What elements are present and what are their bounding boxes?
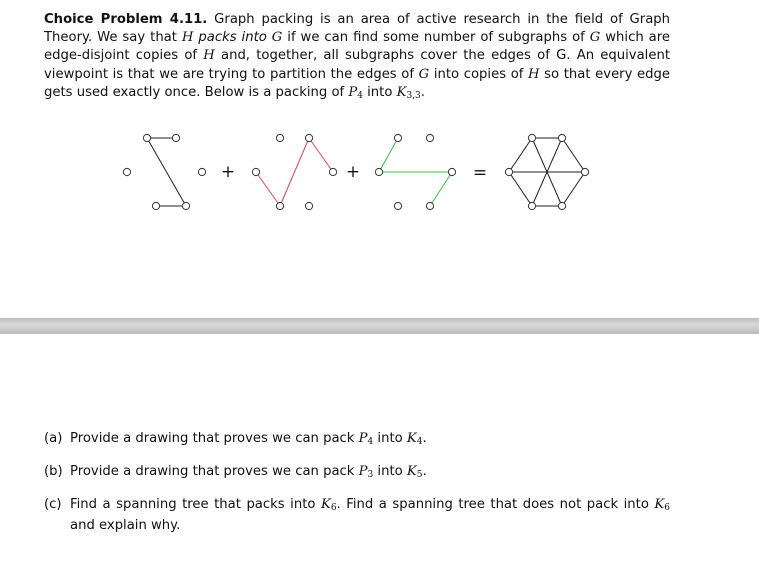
defined-term: packs into bbox=[193, 30, 272, 46]
text-run: . bbox=[420, 84, 425, 100]
math-P4: $P_4$ bbox=[348, 84, 363, 101]
text-run: . bbox=[422, 431, 427, 446]
vertex bbox=[329, 168, 336, 175]
part-b bbox=[44, 463, 670, 484]
edge bbox=[379, 138, 398, 172]
plus-sign: + bbox=[345, 162, 361, 182]
text-run: into bbox=[373, 464, 407, 479]
vertex bbox=[305, 202, 312, 209]
text-run: so that every edge gets used exactly once. Below is a packing of bbox=[44, 66, 671, 100]
copy-1-graph bbox=[123, 134, 205, 209]
copy-2-graph bbox=[252, 134, 336, 209]
vertex bbox=[394, 202, 401, 209]
text-run: into bbox=[373, 431, 407, 446]
text-run: into bbox=[362, 84, 397, 100]
problem-statement bbox=[44, 11, 670, 105]
part-label: (b) bbox=[44, 464, 63, 479]
vertex bbox=[305, 134, 312, 141]
part-c bbox=[44, 496, 670, 535]
text-run: into copies of bbox=[429, 66, 529, 82]
math-P3: $P_3$ bbox=[358, 464, 374, 480]
text-run: Graph packing is an area of active research in the field of Graph Theory. We say that bbox=[44, 12, 671, 46]
vertex bbox=[558, 134, 565, 141]
vertex bbox=[198, 168, 205, 175]
text-run: and, together, all subgraphs cover the edges of G. An equivalent viewpoint is that we are trying to partition the edges of bbox=[44, 48, 670, 82]
math-K6: $K_6$ bbox=[654, 497, 670, 513]
text-run: . Find a spanning tree that does not pack into bbox=[336, 497, 655, 512]
edge bbox=[280, 138, 309, 206]
math-K5: $K_5$ bbox=[406, 464, 423, 480]
problem-heading: Choice Problem 4.11. bbox=[44, 12, 208, 27]
math-G: G bbox=[589, 30, 601, 46]
edge bbox=[147, 138, 186, 206]
vertex bbox=[528, 134, 535, 141]
vertex bbox=[426, 134, 433, 141]
math-P4: $P_4$ bbox=[358, 431, 374, 447]
text-run: and explain why. bbox=[70, 518, 181, 534]
vertex bbox=[182, 202, 189, 209]
text-run: Provide a drawing that proves we can pack bbox=[70, 464, 359, 479]
vertex bbox=[276, 202, 283, 209]
vertex bbox=[558, 202, 565, 209]
math-K6: $K_6$ bbox=[320, 497, 337, 513]
text-run: Provide a drawing that proves we can pack bbox=[70, 431, 359, 446]
edge bbox=[430, 172, 452, 206]
vertex bbox=[505, 168, 512, 175]
text-run: which are edge-disjoint copies of bbox=[44, 30, 670, 64]
math-G: G bbox=[418, 66, 430, 82]
math-K33: $K_{3,3}$ bbox=[396, 84, 421, 101]
text-run: Find a spanning tree that packs into bbox=[70, 497, 321, 512]
math-H: H bbox=[528, 66, 540, 82]
edge bbox=[256, 172, 280, 206]
vertex bbox=[123, 168, 130, 175]
math-G: G bbox=[271, 30, 283, 46]
part-label: (c) bbox=[44, 497, 62, 512]
packing-diagram bbox=[0, 118, 759, 228]
vertex bbox=[375, 168, 382, 175]
vertex bbox=[394, 134, 401, 141]
copy-3-graph bbox=[375, 134, 455, 209]
vertex bbox=[426, 202, 433, 209]
vertex bbox=[143, 134, 150, 141]
math-H: H bbox=[181, 30, 194, 46]
packing-figure bbox=[0, 118, 759, 228]
part-label: (a) bbox=[44, 431, 63, 446]
page-break-divider bbox=[0, 318, 759, 334]
vertex bbox=[172, 134, 179, 141]
edge bbox=[309, 138, 333, 172]
vertex bbox=[448, 168, 455, 175]
document-page-bottom bbox=[0, 334, 759, 561]
problem-parts-list bbox=[44, 430, 670, 547]
vertex bbox=[152, 202, 159, 209]
plus-sign: + bbox=[220, 162, 236, 182]
vertex bbox=[252, 168, 259, 175]
vertex bbox=[528, 202, 535, 209]
equals-sign: = bbox=[472, 163, 488, 183]
part-a bbox=[44, 430, 670, 451]
math-H: H bbox=[203, 48, 215, 64]
result-k33-graph bbox=[505, 134, 588, 209]
vertex bbox=[581, 168, 588, 175]
text-run: . bbox=[422, 464, 427, 479]
text-run: if we can find some number of subgraphs of bbox=[282, 30, 590, 46]
vertex bbox=[276, 134, 283, 141]
math-K4: $K_4$ bbox=[406, 431, 423, 447]
